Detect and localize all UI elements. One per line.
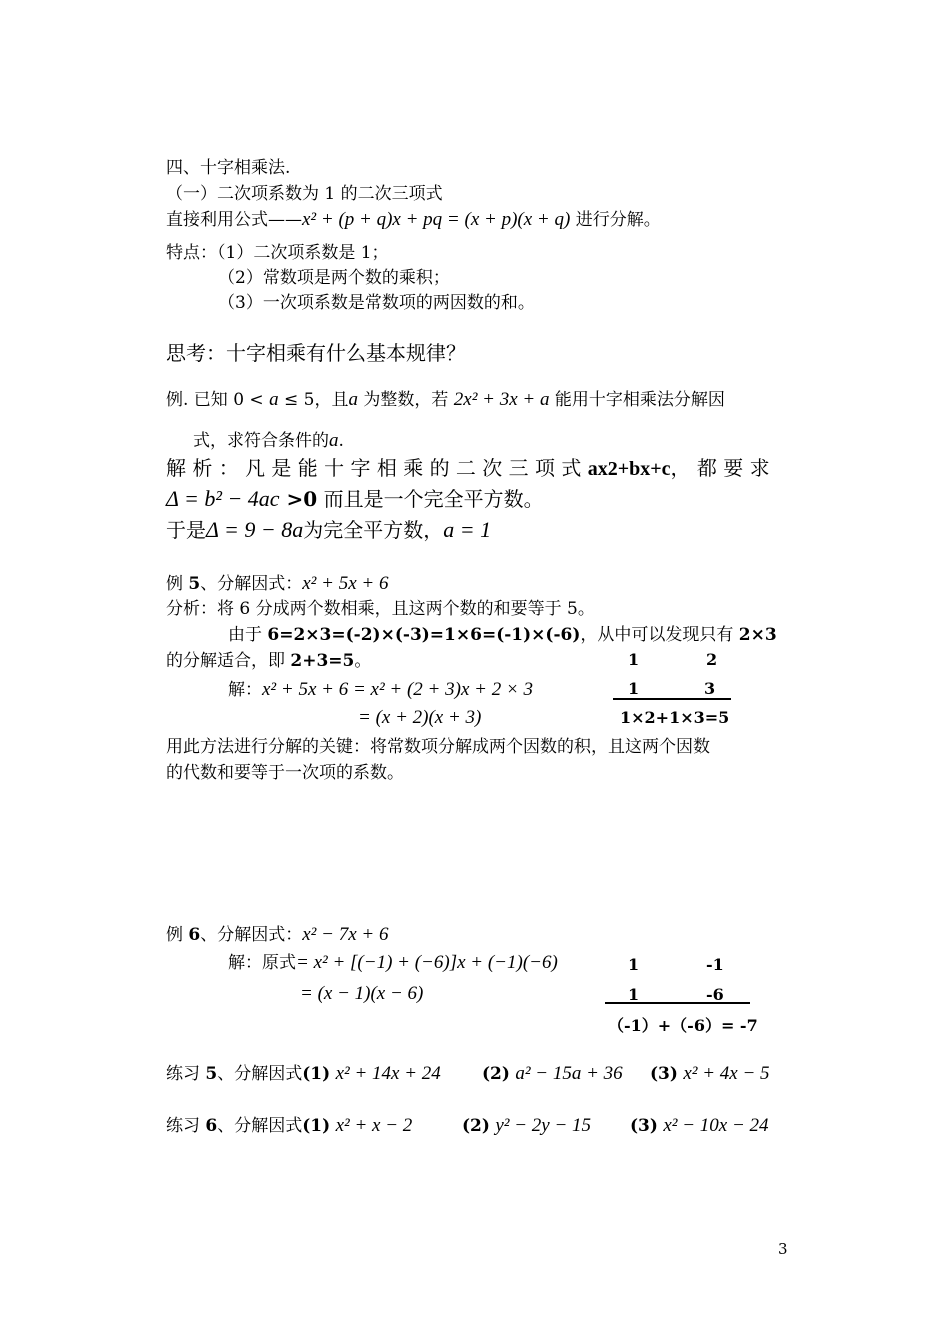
page-number: 3 bbox=[778, 1240, 788, 1258]
section-title: 四、十字相乘法. bbox=[166, 158, 291, 178]
example-line-1: 例. 已知 0 < a ≤ 5，且a 为整数，若 2x² + 3x + a 能用十字相乘法分解因 bbox=[166, 389, 725, 410]
cross6-b2: -6 bbox=[706, 985, 724, 1004]
example5-because-1: 由于 6=2×3=(-2)×(-3)=1×6=(-1)×(-6)，从中可以发现只有 2×3 bbox=[228, 625, 777, 645]
cross6-b1: -1 bbox=[706, 955, 724, 974]
feature-2: （2）常数项是两个数的乘积； bbox=[218, 268, 450, 288]
example5-title: 例 5、分解因式：x² + 5x + 6 bbox=[166, 573, 389, 594]
formula: x² + (p + q)x + pq = (x + p)(x + q) bbox=[302, 209, 571, 230]
example-line-2: 式，求符合条件的a. bbox=[193, 430, 344, 451]
example6-solution-2: = (x − 1)(x − 6) bbox=[300, 983, 424, 1004]
cross5-a1: 1 bbox=[628, 650, 640, 669]
formula-line: 直接利用公式——x² + (p + q)x + pq = (x + p)(x + q) 进行分解。 bbox=[166, 209, 661, 230]
example6-title: 例 6、分解因式：x² − 7x + 6 bbox=[166, 924, 389, 945]
example-expression: 2x² + 3x + a bbox=[453, 389, 550, 410]
example5-analysis: 分析：将 6 分成两个数相乘，且这两个数的和要等于 5。 bbox=[166, 599, 595, 619]
analysis-line-3: 于是Δ = 9 − 8a为完全平方数，a = 1 bbox=[166, 517, 492, 542]
answer: a = 1 bbox=[443, 517, 492, 542]
example5-because-2: 的分解适合，即 2+3=5。 bbox=[166, 651, 372, 671]
analysis-line-2: Δ = b² − 4ac >0 而且是一个完全平方数。 bbox=[166, 486, 544, 511]
example5-expression: x² + 5x + 6 bbox=[302, 573, 389, 594]
cross5-b1: 2 bbox=[706, 650, 718, 669]
example6-solution-1: 解：原式= x² + [(−1) + (−6)]x + (−1)(−6) bbox=[228, 952, 558, 973]
practice6: 练习 6、分解因式(1) x² + x − 2 bbox=[166, 1115, 413, 1136]
feature-3: （3）一次项系数是常数项的两因数的和。 bbox=[218, 293, 535, 313]
feature-1: 特点：（1）二次项系数是 1； bbox=[166, 243, 389, 263]
key-line-2: 的代数和要等于一次项的系数。 bbox=[166, 763, 404, 783]
cross5-result: 1×2+1×3=5 bbox=[620, 708, 730, 727]
example5-solution-2: = (x + 2)(x + 3) bbox=[358, 707, 482, 728]
analysis-line-1: 解 析 ： 凡 是 能 十 字 相 乘 的 二 次 三 项 式 ax2+bx+c， 都 要 求 bbox=[166, 456, 770, 480]
cross6-a2: 1 bbox=[628, 985, 640, 1004]
key-line-1: 用此方法进行分解的关键：将常数项分解成两个因数的积，且这两个因数 bbox=[166, 737, 710, 757]
cross6-result: （-1）+（-6）= -7 bbox=[608, 1016, 758, 1035]
subsection-title: （一）二次项系数为 1 的二次三项式 bbox=[166, 184, 443, 204]
practice5: 练习 5、分解因式(1) x² + 14x + 24 bbox=[166, 1063, 441, 1084]
practice6-part3: (3) x² − 10x − 24 bbox=[630, 1115, 769, 1136]
practice6-part2: (2) y² − 2y − 15 bbox=[462, 1115, 592, 1136]
cross5-a2: 1 bbox=[628, 679, 640, 698]
example6-expression: x² − 7x + 6 bbox=[302, 924, 389, 945]
practice5-part3: (3) x² + 4x − 5 bbox=[650, 1063, 770, 1084]
cross6-divider bbox=[605, 1002, 750, 1004]
cross6-a1: 1 bbox=[628, 955, 640, 974]
cross5-b2: 3 bbox=[704, 679, 716, 698]
think-question: 思考：十字相乘有什么基本规律？ bbox=[166, 341, 466, 365]
example5-solution-1: 解：x² + 5x + 6 = x² + (2 + 3)x + 2 × 3 bbox=[228, 679, 534, 700]
practice5-part2: (2) a² − 15a + 36 bbox=[482, 1063, 623, 1084]
cross5-divider bbox=[613, 698, 731, 700]
discriminant: Δ = b² − 4ac bbox=[166, 486, 280, 511]
